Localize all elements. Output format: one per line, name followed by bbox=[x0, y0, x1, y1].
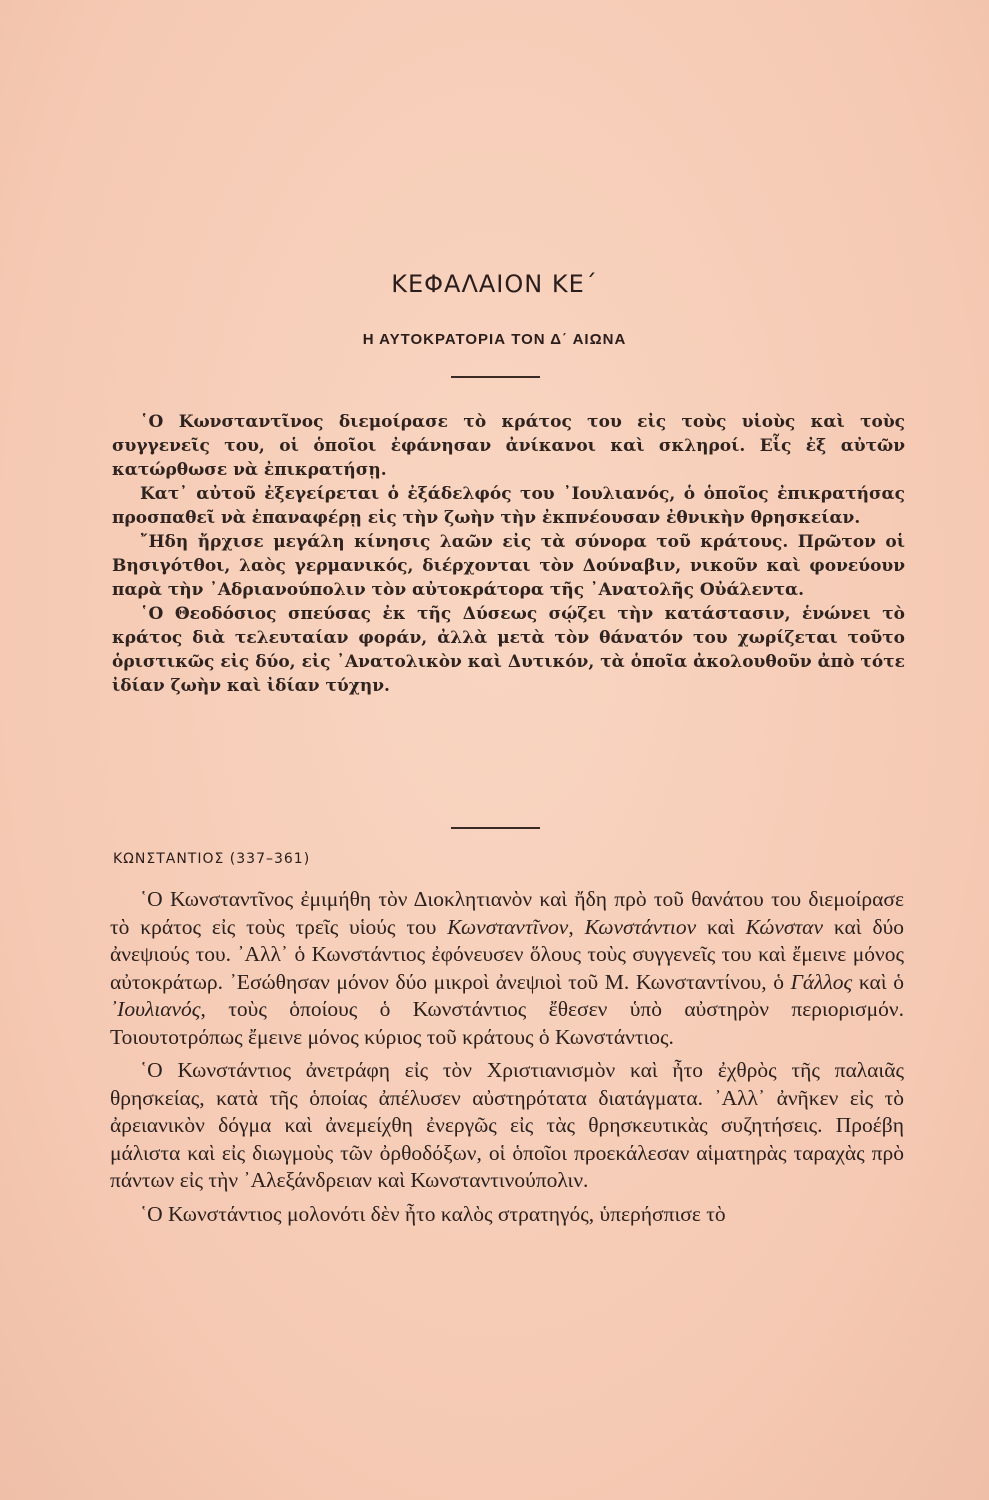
text-run: καὶ ὁ bbox=[852, 969, 904, 994]
summary-paragraph: ῎Ηδη ἤρχισε μεγάλη κίνησις λαῶν εἰς τὰ σύνορα τοῦ κράτους. Πρῶτον οἱ Βησιγότθοι, λαὸς γερμανικός, διέρχονται τὸν Δούναβιν, νικοῦν καὶ φονεύουν παρὰ τὴν ᾿Αδριανούπολιν τὸν αὐτοκράτορα τῆς ᾿Ανατολῆς Οὐάλεντα. bbox=[112, 532, 905, 600]
body-paragraph: ῾Ο Κωνστάντιος μολονότι δὲν ἦτο καλὸς στρατηγός, ὑπερήσπισε τὸ bbox=[140, 1201, 726, 1226]
text-run: καὶ δύο ἀνεψιούς του. ᾿Αλλ᾿ ὁ Κωνστάντιος ἐφόνευσεν ὅλους τοὺς συγγενεῖς του καὶ ἔμεινε μόνος αὐτοκράτωρ. ᾿Εσώθησαν μόνον δύο μικροὶ ἀνεψιοὶ τοῦ Μ. Κωνσταντίνου, ὁ bbox=[110, 914, 904, 994]
title-divider bbox=[451, 376, 540, 378]
person-name: Κωνσταντῖνον bbox=[447, 914, 569, 939]
body-paragraph bbox=[110, 886, 904, 1051]
person-name: Κωνστάντιον bbox=[584, 914, 697, 939]
person-name: Γάλλος bbox=[790, 969, 853, 994]
summary-divider bbox=[451, 827, 540, 829]
person-name: ᾿Ιουλιανός bbox=[110, 997, 201, 1021]
text-run: καὶ bbox=[696, 914, 746, 939]
person-name: Κώνσταν bbox=[745, 914, 823, 939]
section-heading: ΚΩΝΣΤΑΝΤΙΟΣ (337–361) bbox=[113, 851, 311, 867]
section-body bbox=[110, 886, 904, 1234]
text-run: , τοὺς ὁποίους ὁ Κωνστάντιος ἔθεσεν ὑπὸ αὐστηρὸν περιορισμόν. Τοιουτοτρόπως ἔμεινε μόνος κύριος τοῦ κράτους ὁ Κωνστάντιος. bbox=[110, 997, 904, 1049]
text-run: ῾Ο Κωνσταντῖνος ἐμιμήθη τὸν Διοκλητιανὸν καὶ ἤδη πρὸ τοῦ θανάτου του διεμοίρασε τὸ κράτος εἰς τοὺς τρεῖς υἱούς του bbox=[110, 887, 904, 939]
chapter-title: ΚΕΦΑΛΑΙΟΝ ΚΕ΄ bbox=[391, 270, 598, 298]
body-paragraph: ῾Ο Κωνστάντιος ἀνετράφη εἰς τὸν Χριστιανισμὸν καὶ ἦτο ἐχθρὸς τῆς παλαιᾶς θρησκείας, κατὰ τῆς ὁποίας ἀπέλυσεν αὐστηρότατα διατάγματα. ᾿Αλλ᾿ ἀνῆκεν εἰς τὸ ἀρειανικὸν δόγμα καὶ ἀνεμείχθη ἐνεργῶς εἰς τὰς θρησκευτικὰς συζητήσεις. Προέβη μάλιστα καὶ εἰς διωγμοὺς τῶν ὀρθοδόξων, οἱ ὁποῖοι προεκάλεσαν αἱματηρὰς ταραχὰς πρὸ πάντων εἰς τὴν ᾿Αλεξάνδρειαν καὶ Κωνσταντινούπολιν. bbox=[110, 1058, 904, 1192]
chapter-subtitle: Η ΑΥΤΟΚΡΑΤΟΡΙΑ ΤΟΝ Δ΄ ΑΙΩΝΑ bbox=[362, 331, 627, 348]
chapter-summary bbox=[112, 410, 905, 698]
summary-paragraph: ῾Ο Κωνσταντῖνος διεμοίρασε τὸ κράτος του εἰς τοὺς υἱοὺς καὶ τοὺς συγγενεῖς του, οἱ ὁποῖοι ἐφάνησαν ἀνίκανοι καὶ σκληροί. Εἷς ἐξ αὐτῶν κατώρθωσε νὰ ἐπικρατήσῃ. bbox=[112, 412, 905, 480]
text-run: , bbox=[568, 914, 585, 939]
summary-paragraph: ῾Ο Θεοδόσιος σπεύσας ἐκ τῆς Δύσεως σῴζει τὴν κατάστασιν, ἑνώνει τὸ κράτος διὰ τελευταίαν φοράν, ἀλλὰ μετὰ τὸν θάνατόν του χωρίζεται τοῦτο ὁριστικῶς εἰς δύο, εἰς ᾿Ανατολικὸν καὶ Δυτικόν, τὰ ὁποῖα ἀκολουθοῦν ἀπὸ τότε ἰδίαν ζωὴν καὶ ἰδίαν τύχην. bbox=[112, 604, 905, 696]
summary-paragraph: Κατ᾿ αὐτοῦ ἐξεγείρεται ὁ ἐξάδελφός του ᾿Ιουλιανός, ὁ ὁποῖος ἐπικρατήσας προσπαθεῖ νὰ ἐπαναφέρῃ εἰς τὴν ζωὴν τὴν ἐκπνέουσαν ἐθνικὴν θρησκείαν. bbox=[112, 484, 905, 528]
